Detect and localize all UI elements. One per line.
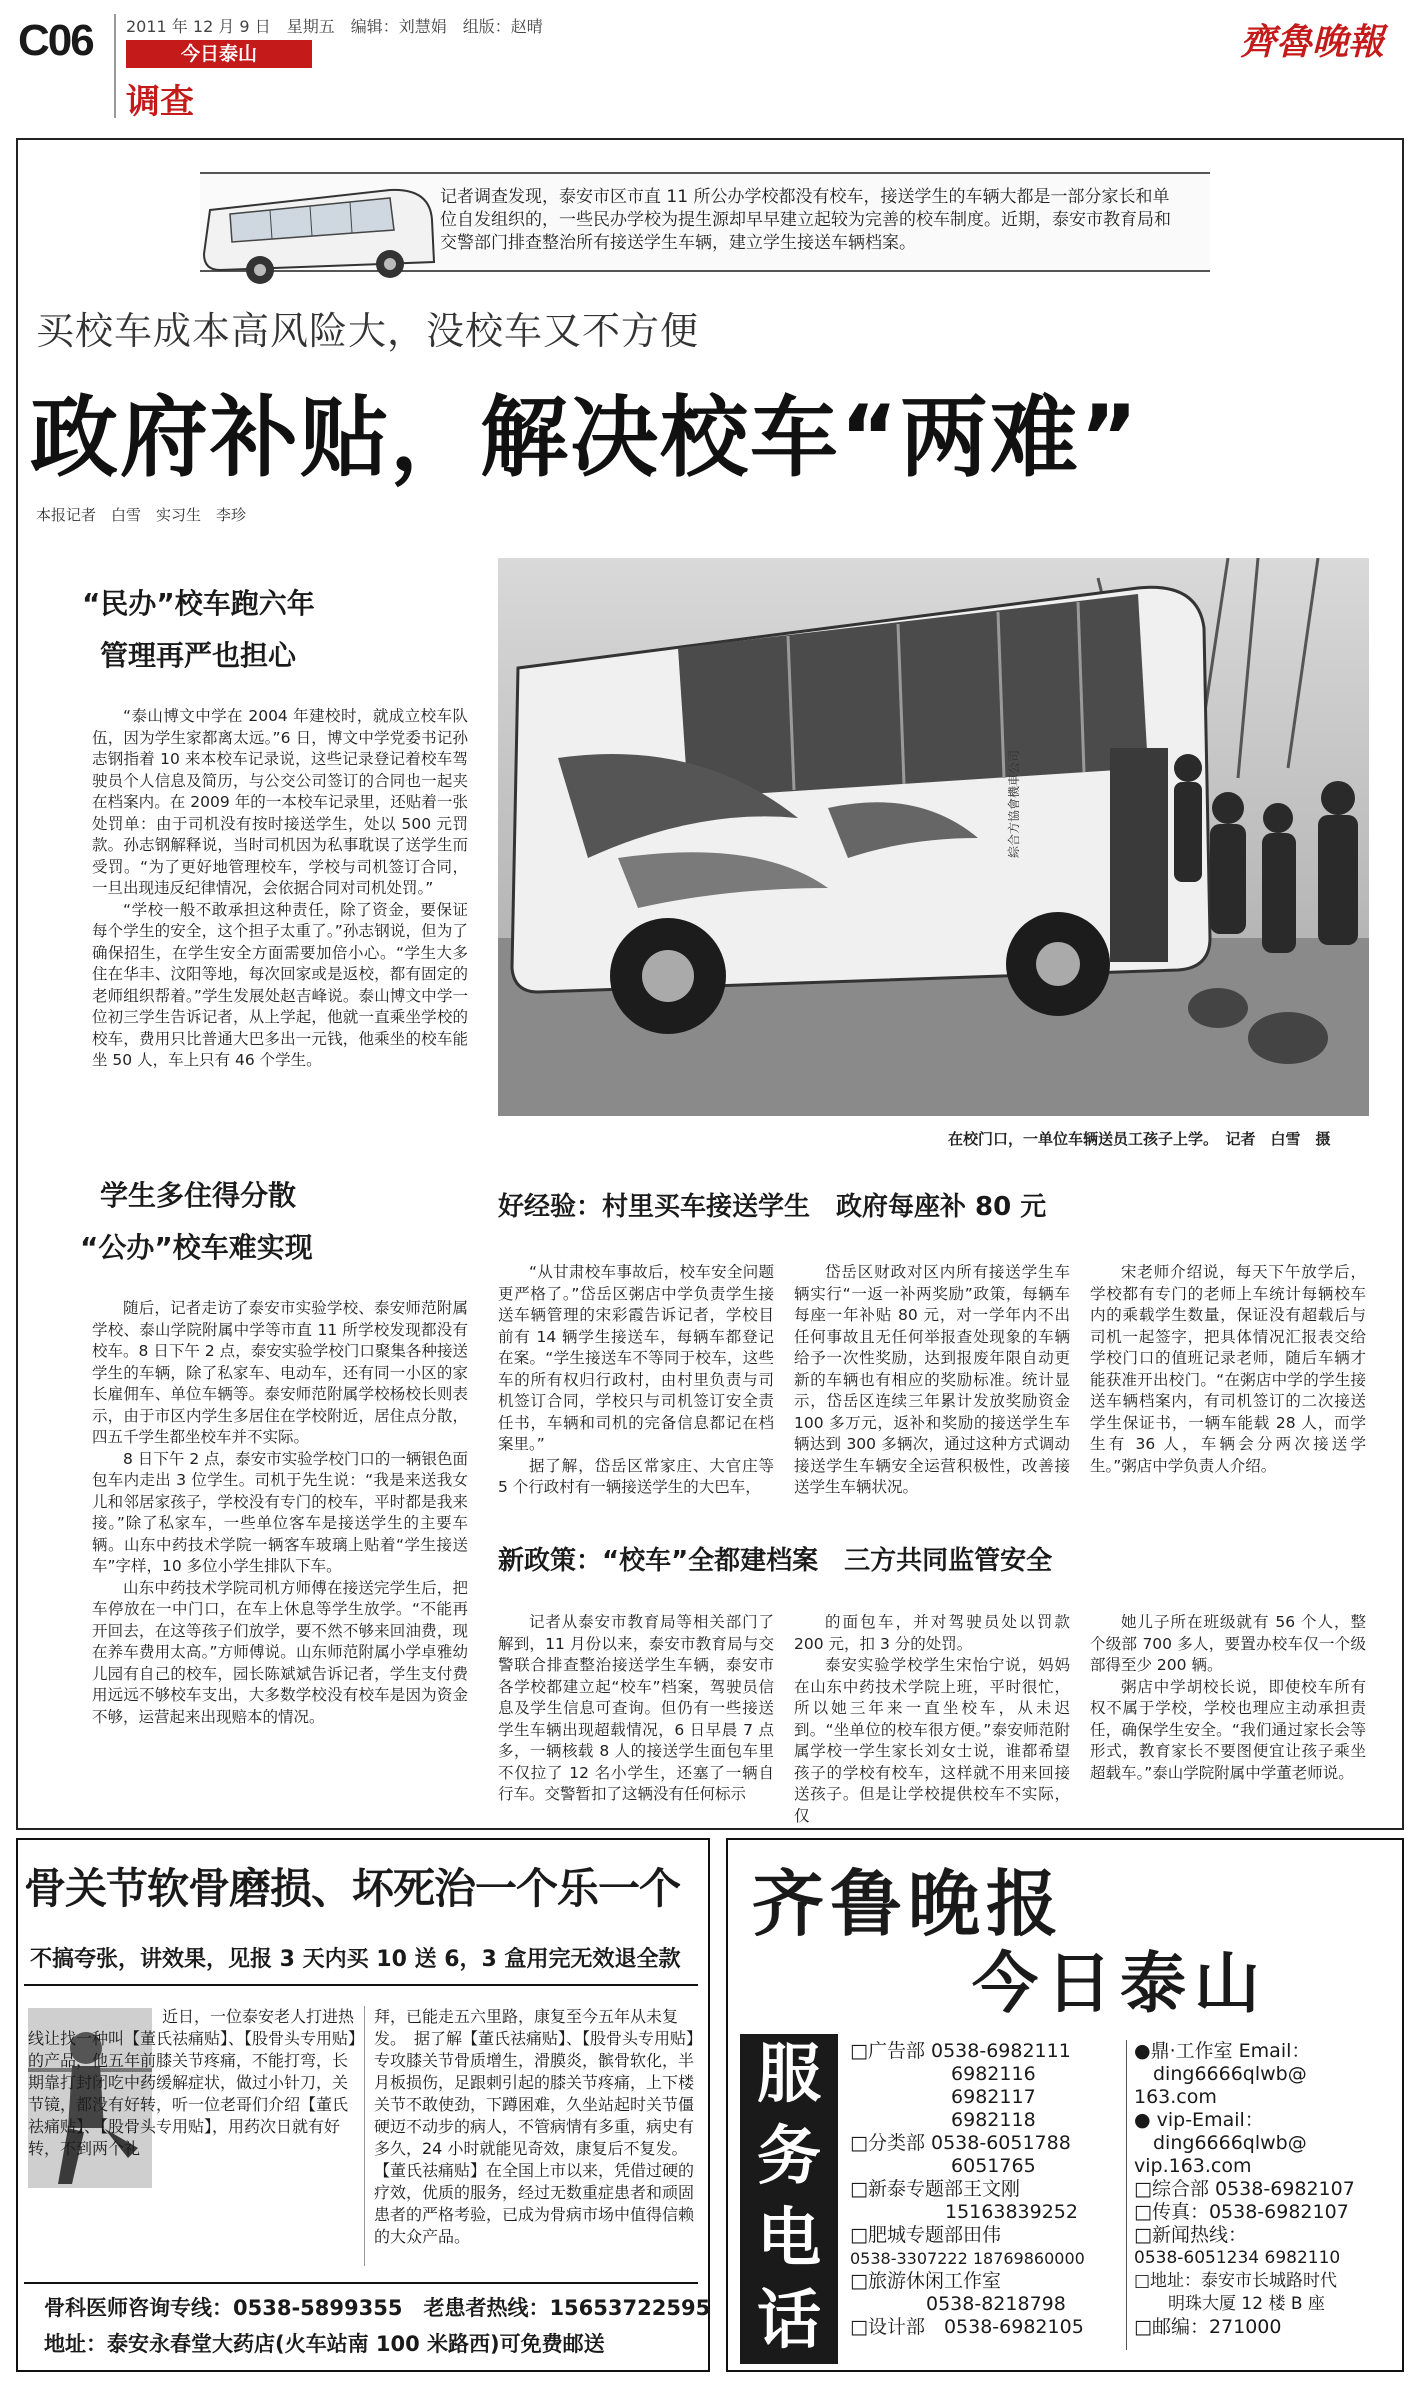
paragraph: “学校一般不敢承担这种责任，除了资金，要保证每个学生的安全，这个担子太重了。”孙志钢说，但为了确保招生，在学生安全方面需要加倍小心。“学生大多住在华丰、汶阳等地，每次回家或是返校，都有固定的老师组织帮着。”学生发展处赵吉峰说。泰山博文中学一位初三学生告诉记者，从上学起，他就一直乘坐学校的校车，费用只比普通大巴多出一元钱，他乘坐的校车能坐 50 人，车上只有 46 个学生。 (92, 900, 468, 1069)
contact-line: □新闻热线： (1134, 2224, 1247, 2246)
contact-line: 0538-3307222 18769860000 (850, 2249, 1085, 2268)
section-tag: 今日泰山 (126, 40, 312, 68)
paragraph: 粥店中学胡校长说，即使校车所有权不属于学校，学校也理应主动承担责任，确保学生安全。“我们通过家长会等形式，教育家长不要图便宜让孩子乘坐超载车。”泰山学院附属中学董老师说。 (1090, 1677, 1366, 1782)
paper-logo: 齊魯晚報 (1240, 21, 1385, 63)
contact-line: □综合部 0538-6982107 (1134, 2178, 1355, 2200)
paragraph: “从甘肃校车事故后，校车安全问题更严格了。”岱岳区粥店中学负责学生接送车辆管理的宋彩霞告诉记者，学校目前有 14 辆学生接送车，每辆车都登记在案。“学生接送车不等同于校车，这些车的所有权归行政村，由村里负责与司机签订合同，学校只与司机签订安全责任书，车辆和司机的完备信息都记在档案里。” (498, 1263, 774, 1453)
ad-body-col1: 近日，一位泰安老人打进热线让找一种叫【董氏祛痛贴】、【股骨头专用贴】的产品，他五年前膝关节疼痛，不能打弯，长期靠打封闭吃中药缓解症状，做过小针刀，关节镜，都没有好转，听一位老哥们介绍【董氏祛痛贴】、【股骨头专用贴】，用药次日就有好转，不到两个礼 (28, 2007, 357, 2158)
ad-col-divider (364, 2006, 365, 2266)
headline: 政府补贴，解决校车“两难” (30, 386, 1140, 489)
service-col2 (1134, 2040, 1396, 2339)
photo-caption: 在校门口，一单位车辆送员工孩子上学。 记者 白雪 摄 (948, 1130, 1331, 1148)
paragraph: 随后，记者走访了泰安市实验学校、泰安师范附属学校、泰山学院附属中学等市直 11 所学校发现都没有校车。8 日下午 2 点，泰安实验学校门口聚集各种接送学生的车辆，除了私家车、电动车，还有同一小区的家长雇佣车、单位车辆等。泰安师范附属学校杨校长则表示，由于市区内学生多居住在学校附近，居住点分散，四五千学生都坐校车并不实际。 (92, 1299, 468, 1446)
contact-line: ding6666qlwb@ (1134, 2063, 1307, 2085)
kicker: 买校车成本高风险大，没校车又不方便 (36, 309, 700, 353)
paragraph: 山东中药技术学院司机方师傅在接送完学生后，把车停放在一中门口，在车上休息等学生放学。“不能再开回去，在这等孩子们放学，要不然不够来回油费，现在养车费用太高。”方师傅说。山东师范附属小学卓雅幼儿园有自己的校车，园长陈斌斌告诉记者，学生支付费用远远不够校车支出，大多数学校没有校车是因为资金不够，运营起来出现赔本的情况。 (92, 1578, 468, 1726)
paragraph: 泰安实验学校学生宋怡宁说，妈妈在山东中药技术学院上班，平时很忙，所以她三年来一直坐校车，从未迟到。“坐单位的校车很方便。”泰安师范附属学校一学生家长刘女士说，谁都希望孩子的学校有校车，这样就不用来回接送孩子。但是让学校提供校车不实际，仅 (794, 1656, 1070, 1825)
bus-photo (498, 558, 1369, 1116)
page-number: C06 (18, 16, 93, 65)
header-divider (114, 14, 116, 118)
contact-line: □设计部 0538-6982105 (850, 2316, 1084, 2338)
section-title: 调查 (126, 82, 194, 122)
contact-line: □新泰专题部王文刚 (850, 2178, 1020, 2200)
contact-line: □肥城专题部田伟 (850, 2224, 1001, 2246)
section1-body (92, 706, 468, 1072)
contact-line: 0538-6051234 6982110 (1134, 2248, 1341, 2268)
contact-line: 6982116 (850, 2063, 1036, 2085)
section4-col1 (498, 1612, 774, 1806)
ad-subhead: 不搞夸张，讲效果，见报 3 天内买 10 送 6，3 盒用完无效退全款 (30, 1947, 681, 1972)
paragraph: 她儿子所在班级就有 56 个人，整个级部 700 多人，要置办校车仅一个级部得至少 200 辆。 (1090, 1613, 1366, 1674)
contact-line: ● vip-Email： (1134, 2109, 1264, 2131)
paragraph: 的面包车，并对驾驶员处以罚款 200 元，扣 3 分的处罚。 (794, 1613, 1070, 1653)
section3-col2 (794, 1262, 1070, 1499)
ad-hotline: 骨科医师咨询专线：0538-5899355 老患者热线：15653722595 (44, 2296, 711, 2320)
ad-headline: 骨关节软骨磨损、坏死治一个乐一个 (24, 1864, 681, 1913)
intro-text: 记者调查发现，泰安市区市直 11 所公办学校都没有校车，接送学生的车辆大都是一部分家长和单位自发组织的，一些民办学校为提生源却早早建立起较为完善的校车制度。近期，泰安市教育局和交警部门排查整治所有接送学生车辆，建立学生接送车辆档案。 (440, 187, 1171, 253)
paragraph: 据了解，岱岳区常家庄、大官庄等 5 个行政村有一辆接送学生的大巴车， (498, 1456, 774, 1496)
ad-divider (24, 1984, 698, 1986)
contact-line: 6051765 (850, 2155, 1036, 2177)
paragraph: 8 日下午 2 点，泰安市实验学校门口的一辆银色面包车内走出 3 位学生。司机于先生说：“我是来送我女儿和邻居家孩子，学校没有专门的校车，平时都是我来接。”除了私家车，一些单位客车是接送学生的主要车辆。山东中药技术学院一辆客车玻璃上贴着“学生接送车”字样，10 多位小学生排队下车。 (92, 1449, 468, 1575)
contact-line: 明珠大厦 12 楼 B 座 (1134, 2294, 1325, 2314)
contact-line: ●鼎·工作室 Email： (1134, 2040, 1311, 2062)
section2-body (92, 1298, 468, 1728)
section3-title: 好经验：村里买车接送学生 政府每座补 80 元 (498, 1192, 1047, 1222)
contact-line: 6982118 (850, 2109, 1036, 2131)
section3-col1 (498, 1262, 774, 1499)
contact-line: □分类部 0538-6051788 (850, 2132, 1071, 2154)
bus-side-lettering: 綜合方協會機車公司 (1007, 749, 1021, 858)
contact-line: □地址：泰安市长城路时代 (1134, 2271, 1338, 2291)
page-header (0, 0, 1417, 130)
section4-col3 (1090, 1612, 1366, 1784)
ad-address: 地址：泰安永春堂大药店(火车站南 100 米路西)可免费邮送 (44, 2332, 605, 2356)
brand-line-2: 今日泰山 (972, 1945, 1268, 2022)
byline: 本报记者 白雪 实习生 李珍 (36, 506, 247, 524)
ad-footer-divider (24, 2282, 698, 2284)
paragraph: 宋老师介绍说，每天下午放学后，学校都有专门的老师上车统计每辆校车内的乘载学生数量，保证没有超载后与司机一起签字，把具体情况汇报表交给学校门口的值班记录老师，随后车辆才能获准开出校门。“在粥店中学的学生接送车辆档案内，有司机签订的二次接送学生保证书，一辆车能载 28 人，而学生有 36 人，车辆会分两次接送学生。”粥店中学负责人介绍。 (1090, 1263, 1366, 1475)
section1-title-2: 管理再严也担心 (100, 639, 297, 672)
contact-line: 0538-8218798 (850, 2293, 1066, 2315)
section4-title: 新政策：“校车”全都建档案 三方共同监管安全 (498, 1546, 1053, 1576)
service-col1 (850, 2040, 1150, 2339)
contact-line: 15163839252 (850, 2201, 1078, 2223)
brand-line-1: 齐鲁晚报 (752, 1862, 1065, 1946)
section1-title-1: “民办”校车跑六年 (82, 587, 315, 620)
ad-body-col2: 拜，已能走五六里路，康复至今五年从未复发。 据了解【董氏祛痛贴】、【股骨头专用贴】专攻膝关节骨质增生，滑膜炎，髌骨软化，半月板损伤，足跟刺引起的膝关节疼痛，上下楼关节不敢使劲，下蹲困难，久坐站起时关节僵硬迈不动步的病人，不管病情有多重，病史有多久，24 小时就能见奇效，康复后不复发。 【董氏祛痛贴】在全国上市以来，凭借过硬的疗效，优质的服务，经过无数重症患者和顽固患者的严格考验，已成为骨病市场中值得信赖的大众产品。 (374, 2007, 696, 2246)
service-col-divider (1126, 2040, 1127, 2350)
contact-line: □邮编：271000 (1134, 2316, 1282, 2338)
section4-col2 (794, 1612, 1070, 1827)
contact-line: □旅游休闲工作室 (850, 2270, 1001, 2292)
service-vertical-label: 服务电话 (740, 2034, 838, 2364)
section2-title-2: “公办”校车难实现 (80, 1231, 313, 1264)
date-line: 2011 年 12 月 9 日 星期五 编辑：刘慧娟 组版：赵晴 (126, 17, 543, 36)
contact-line: 163.com (1134, 2086, 1217, 2108)
section2-title-1: 学生多住得分散 (100, 1179, 297, 1212)
paragraph: 岱岳区财政对区内所有接送学生车辆实行“一返一补两奖励”政策，每辆车每座一年补贴 80 元，对一学年内不出任何事故且无任何举报查处现象的车辆给予一次性奖励，达到报废年限自动更新的车辆也有相应的奖励标准。统计显示，岱岳区连续三年累计发放奖励资金 100 多万元，返补和奖励的接送学生车辆达到 300 多辆次，通过这种方式调动接送学生车辆安全运营积极性，改善接送学生车辆状况。 (794, 1263, 1070, 1496)
section3-col3 (1090, 1262, 1366, 1477)
contact-line: ding6666qlwb@ (1134, 2132, 1307, 2154)
contact-line: □广告部 0538-6982111 (850, 2040, 1071, 2062)
bus-icon (190, 150, 440, 290)
paragraph: 记者从泰安市教育局等相关部门了解到，11 月份以来，泰安市教育局与交警联合排查整治接送学生车辆，泰安市各学校都建立起“校车”档案，驾驶员信息及学生信息可查询。但仍有一些接送学生车辆出现超载情况，6 日早晨 7 点多，一辆核载 8 人的接送学生面包车里不仅拉了 12 名小学生，还塞了一辆自行车。交警暂扣了这辆没有任何标示 (498, 1613, 774, 1803)
contact-line: vip.163.com (1134, 2155, 1252, 2177)
contact-line: 6982117 (850, 2086, 1036, 2108)
contact-line: □传真：0538-6982107 (1134, 2201, 1349, 2223)
paragraph: “泰山博文中学在 2004 年建校时，就成立校车队伍，因为学生家都离太远。”6 日，博文中学党委书记孙志钢指着 10 来本校车记录说，这些记录登记着校车驾驶员个人信息及简历，与公交公司签订的合同也一起夹在档案内。在 2009 年的一本校车记录里，还贴着一张处罚单：由于司机没有按时接送学生，处以 500 元罚款。孙志钢解释说，当时司机因为私事耽误了送学生而受罚。“为了更好地管理校车，学校与司机签订合同，一旦出现违反纪律情况，会依据合同对司机处罚。” (92, 707, 468, 897)
